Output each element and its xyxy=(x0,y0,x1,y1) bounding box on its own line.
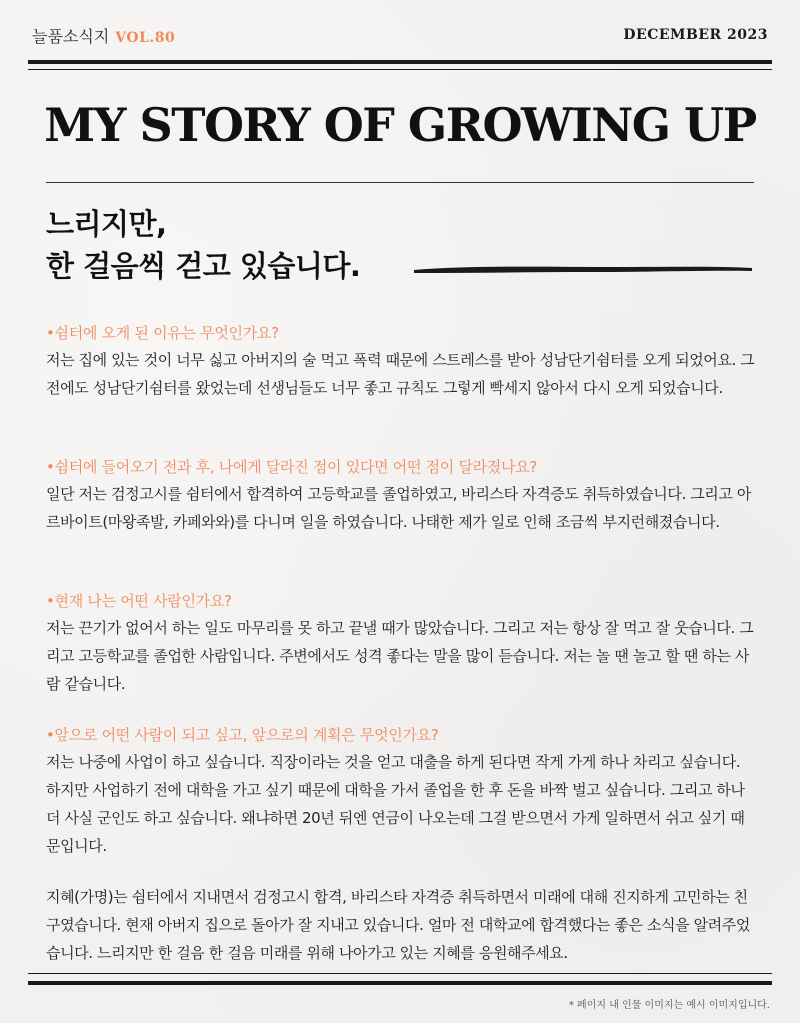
volume-number: VOL.80 xyxy=(115,30,176,46)
answer: 일단 저는 검정고시를 쉼터에서 합격하여 고등학교를 졸업하였고, 바리스타 자격증도 취득하였습니다. 그리고 아르바이트(마왕족발, 카페와와)를 다니며 일을 하였습니다. 나태한 제가 일로 인해 조금씩 부지런해졌습니다. xyxy=(46,485,751,531)
headline-divider xyxy=(46,182,754,183)
question: •현재 나는 어떤 사람인가요? xyxy=(46,592,232,610)
answer: 저는 나중에 사업이 하고 싶습니다. 직장이라는 것을 얻고 대출을 하게 된다면 작게 가게 하나 차리고 싶습니다. 하지만 사업하기 전에 대학을 가고 싶기 때문에 대학을 가서 졸업을 한 후 돈을 바짝 벌고 싶습니다. 그리고 하나 더 사실 군인도 하고 싶습니다. 왜냐하면 20년 뒤엔 연금이 나오는데 그걸 받으면서 가게 일하면서 쉬고 싶기 때문입니다. xyxy=(46,753,745,855)
brand-name: 늘품소식지 xyxy=(32,27,110,46)
qa-item xyxy=(46,454,758,536)
brush-stroke-decoration xyxy=(412,262,754,276)
summary-paragraph: 지혜(가명)는 쉼터에서 지내면서 검정고시 합격, 바리스타 자격증 취득하면서 미래에 대해 진지하게 고민하는 친구였습니다. 현재 아버지 집으로 돌아가 잘 지내고 있습니다. 얼마 전 대학교에 합격했다는 좋은 소식을 알려주었습니다. 느리지만 한 걸음 한 걸음 미래를 위해 나아가고 있는 지혜를 응원해주세요. xyxy=(46,888,750,962)
article-subtitle xyxy=(46,203,360,287)
answer: 저는 집에 있는 것이 너무 싫고 아버지의 술 먹고 폭력 때문에 스트레스를 받아 성남단기쉼터를 오게 되었어요. 그전에도 성남단기쉼터를 왔었는데 선생님들도 너무 좋고 규칙도 그렇게 빡세지 않아서 다시 오게 되었습니다. xyxy=(46,351,755,397)
bottom-divider-thick xyxy=(28,981,772,985)
newsletter-brand xyxy=(32,24,175,47)
question: •앞으로 어떤 사람이 되고 싶고, 앞으로의 계획은 무엇인가요? xyxy=(46,726,439,744)
question: •쉼터에 오게 된 이유는 무엇인가요? xyxy=(46,324,279,342)
top-divider-thick xyxy=(28,60,772,64)
answer: 저는 끈기가 없어서 하는 일도 마무리를 못 하고 끝낼 때가 많았습니다. 그리고 저는 항상 잘 먹고 잘 웃습니다. 그리고 고등학교를 졸업한 사람입니다. 주변에서도 성격 좋다는 말을 많이 듣습니다. 저는 놀 땐 놀고 할 땐 하는 사람 같습니다. xyxy=(46,619,754,693)
image-disclaimer: * 페이지 내 인물 이미지는 예시 이미지입니다. xyxy=(568,1000,770,1011)
subtitle-line-1: 느리지만, xyxy=(46,207,167,241)
subtitle-line-2: 한 걸음씩 걷고 있습니다. xyxy=(46,249,361,283)
issue-date: DECEMBER 2023 xyxy=(623,27,768,43)
qa-item xyxy=(46,320,758,402)
qa-item xyxy=(46,588,758,698)
top-divider-thin xyxy=(28,69,772,70)
bottom-divider-thin xyxy=(28,973,772,974)
qa-item xyxy=(46,722,758,860)
question: •쉼터에 들어오기 전과 후, 나에게 달라진 점이 있다면 어떤 점이 달라졌나요? xyxy=(46,458,538,476)
headline: MY STORY OF GROWING UP xyxy=(44,98,756,152)
